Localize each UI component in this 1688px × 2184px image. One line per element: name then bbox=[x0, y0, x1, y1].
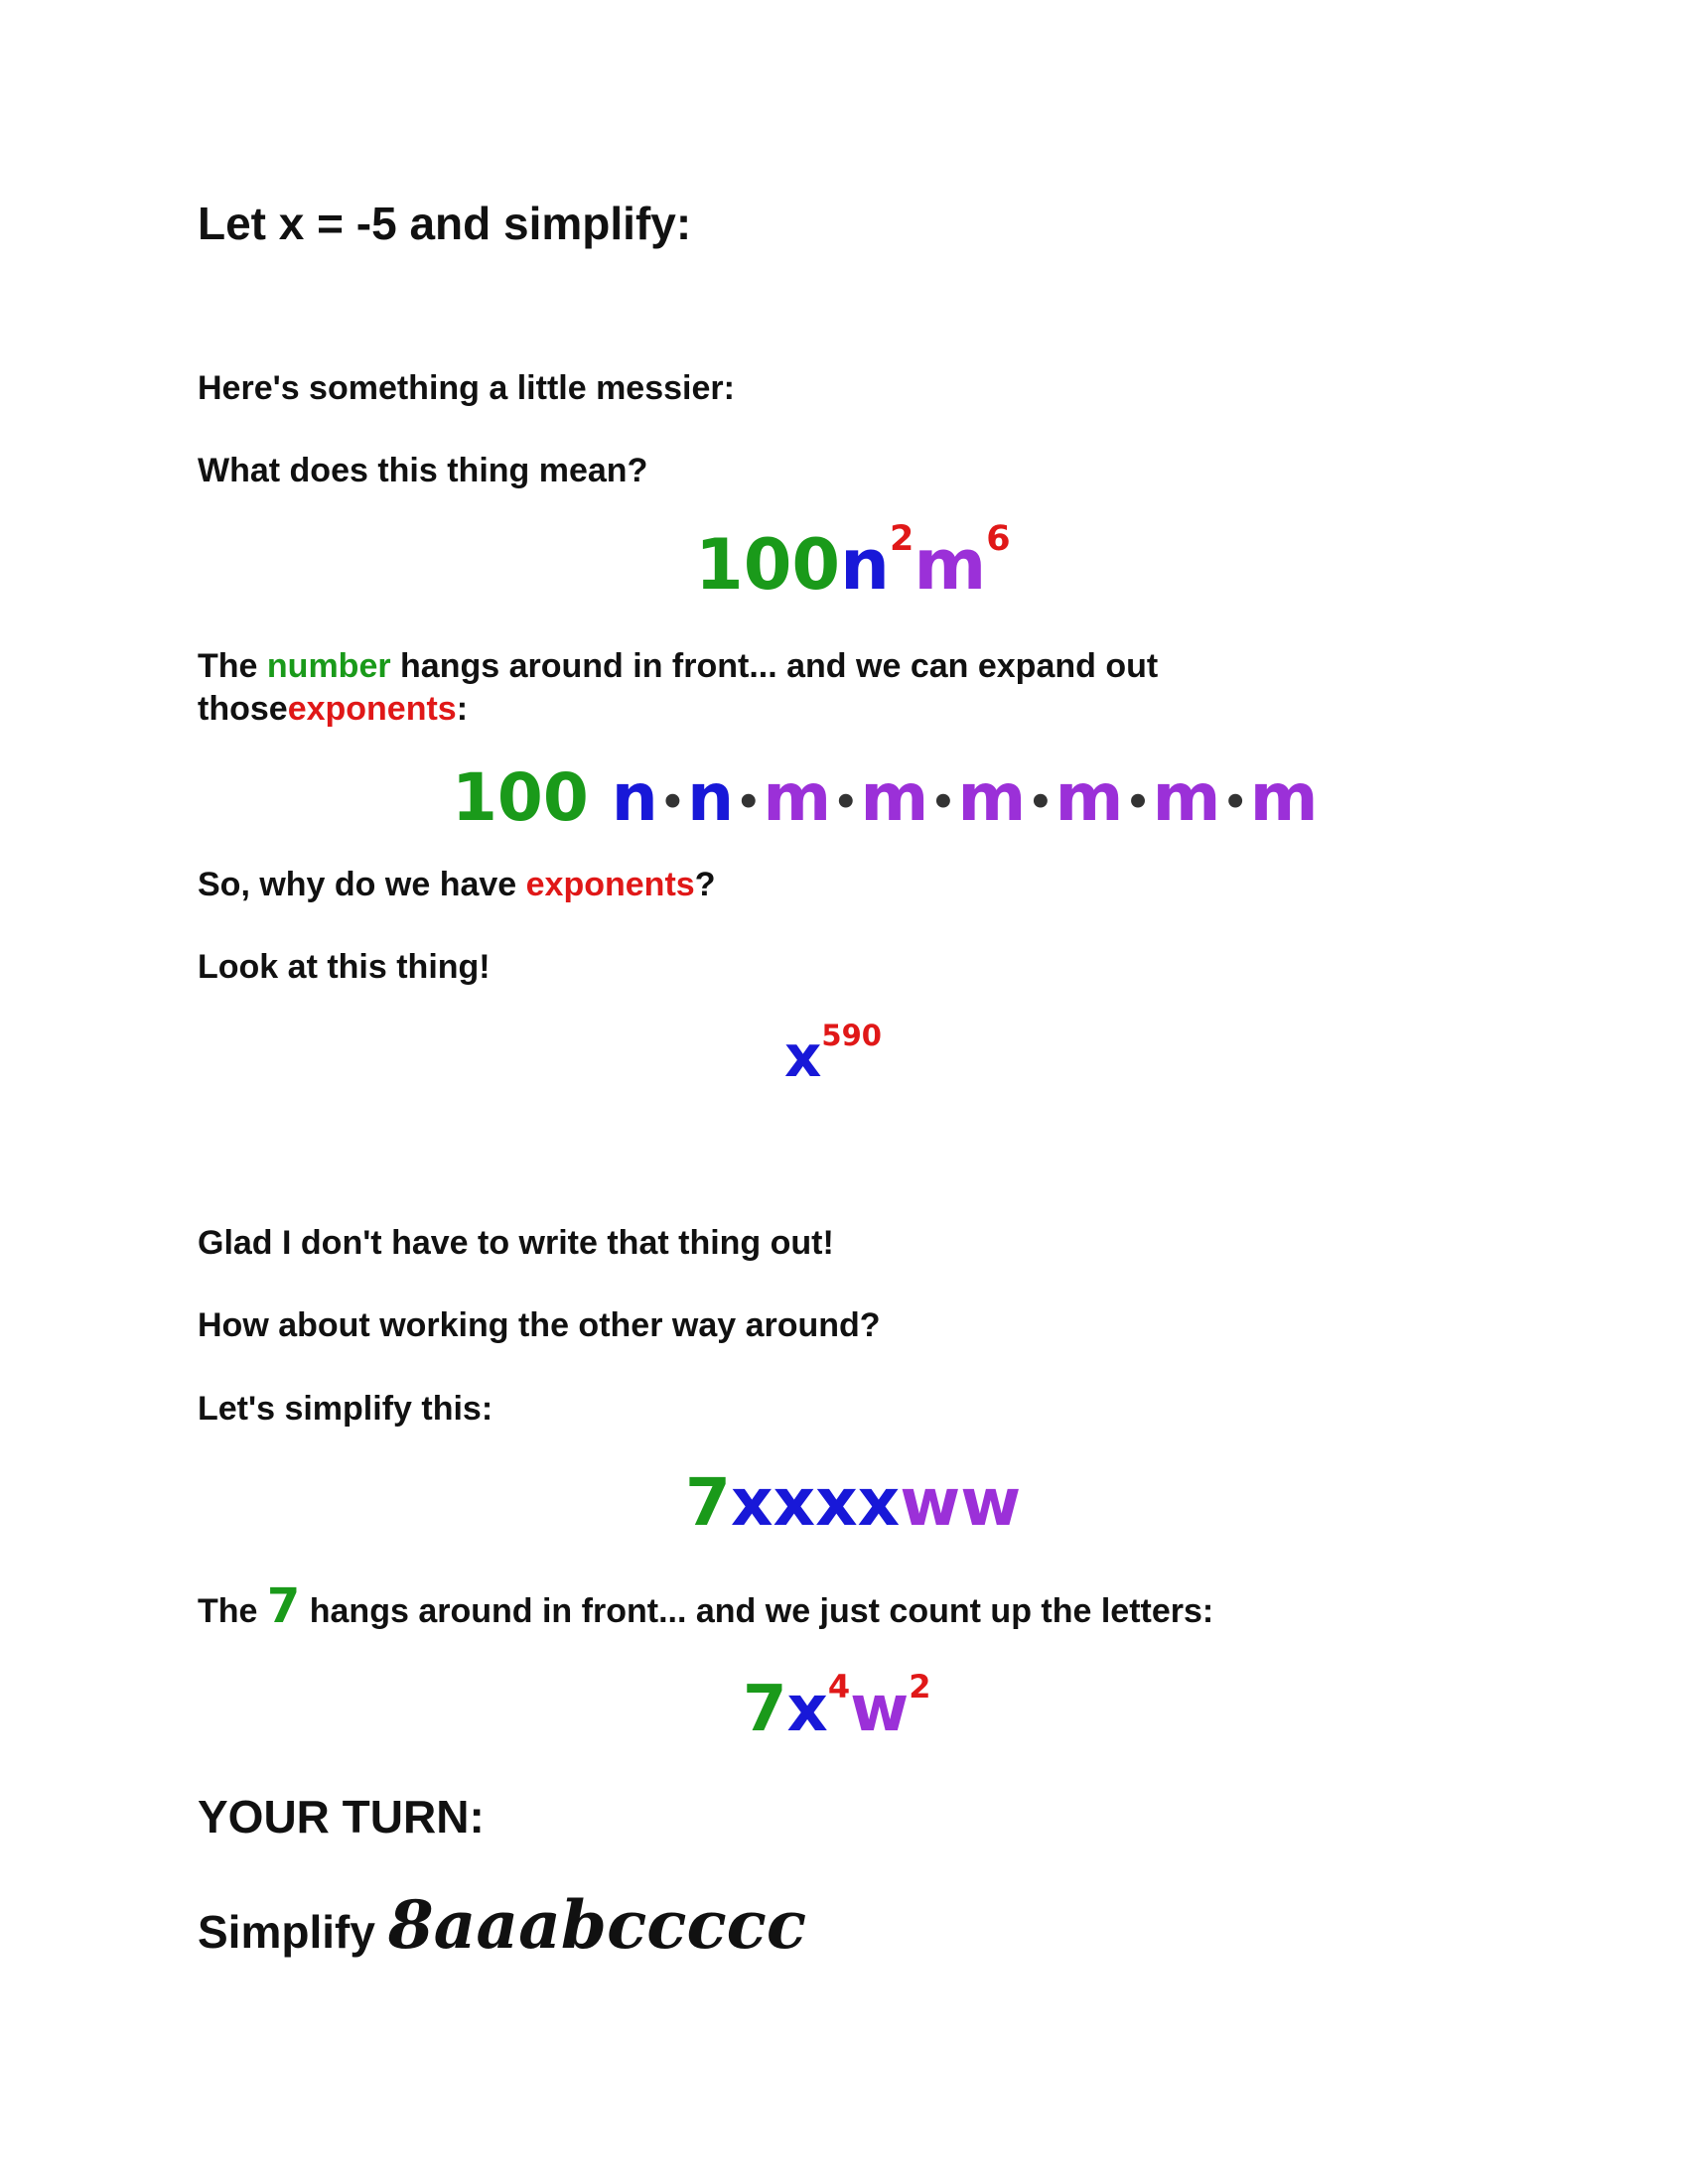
expression-x590: $x^{590}$ bbox=[784, 1018, 882, 1090]
multiply-dot: • bbox=[930, 778, 956, 825]
text-look: Look at this thing! bbox=[198, 948, 491, 986]
text-messier: Here's something a little messier: bbox=[198, 369, 735, 407]
expanded-coefficient: 100 bbox=[452, 759, 589, 836]
text-number-line2: thoseexponents: bbox=[198, 690, 469, 728]
expanded-term-n: n bbox=[611, 759, 658, 836]
multiply-dot: • bbox=[1125, 778, 1151, 825]
expression-7xxxxww: 7xxxxww bbox=[685, 1464, 1022, 1541]
expanded-term-m: m bbox=[763, 759, 832, 836]
expanded-term-n: n bbox=[687, 759, 735, 836]
multiply-dot: • bbox=[659, 778, 686, 825]
expanded-term-m: m bbox=[1152, 759, 1221, 836]
multiply-dot: • bbox=[833, 778, 859, 825]
expression-100n2m6: $100n^2m^6$ bbox=[695, 518, 1011, 606]
page-title: Let x = -5 and simplify: bbox=[198, 198, 692, 249]
text-other: How about working the other way around? bbox=[198, 1306, 881, 1344]
text-number-line1: The number hangs around in front... and we can expand out bbox=[198, 647, 1159, 685]
your-turn-heading: YOUR TURN: bbox=[198, 1791, 485, 1843]
multiply-dot: • bbox=[736, 778, 762, 825]
expression-expanded bbox=[452, 759, 1319, 836]
exercise-expression: 8aaabccccc bbox=[387, 1886, 807, 1964]
expanded-term-m: m bbox=[1249, 759, 1319, 836]
expanded-term-m: m bbox=[957, 759, 1027, 836]
multiply-dot: • bbox=[1028, 778, 1054, 825]
text-why: So, why do we have exponents? bbox=[198, 866, 716, 903]
text-seven: The 7 hangs around in front... and we just count up the letters: bbox=[198, 1578, 1214, 1634]
text-question: What does this thing mean? bbox=[198, 452, 648, 489]
expanded-term-m: m bbox=[860, 759, 929, 836]
text-let-simplify: Let's simplify this: bbox=[198, 1390, 493, 1428]
expanded-term-m: m bbox=[1055, 759, 1124, 836]
text-glad: Glad I don't have to write that thing out! bbox=[198, 1224, 834, 1262]
simplify-exercise: Simplify 8aaabccccc bbox=[198, 1886, 807, 1964]
multiply-dot: • bbox=[1222, 778, 1248, 825]
expression-7x4w2: $7x^4w^2$ bbox=[743, 1668, 931, 1746]
